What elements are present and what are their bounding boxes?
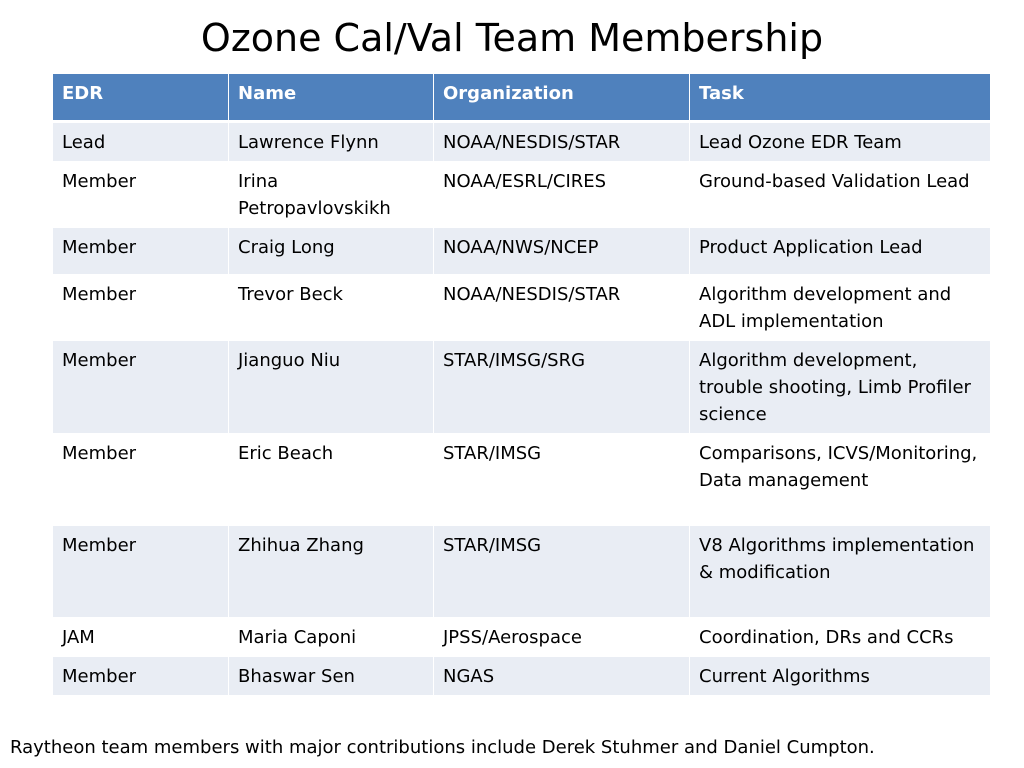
cell-edr: Member — [53, 526, 229, 618]
cell-name: Bhaswar Sen — [229, 657, 434, 696]
cell-task: Comparisons, ICVS/Monitoring, Data management — [690, 434, 991, 526]
table-row — [53, 526, 991, 618]
cell-organization: NOAA/NESDIS/STAR — [434, 122, 690, 162]
column-header-task: Task — [690, 74, 991, 122]
cell-edr: Lead — [53, 122, 229, 162]
cell-organization: NOAA/NESDIS/STAR — [434, 275, 690, 341]
table-row — [53, 228, 991, 275]
footnote: Raytheon team members with major contributions include Derek Stuhmer and Daniel Cumpton. — [10, 737, 875, 758]
page-title: Ozone Cal/Val Team Membership — [200, 16, 824, 60]
cell-task: Lead Ozone EDR Team — [690, 122, 991, 162]
cell-organization: NGAS — [434, 657, 690, 696]
cell-edr: Member — [53, 275, 229, 341]
table-row — [53, 618, 991, 657]
cell-name: Eric Beach — [229, 434, 434, 526]
cell-edr: Member — [53, 228, 229, 275]
table-row — [53, 275, 991, 341]
cell-organization: NOAA/ESRL/CIRES — [434, 162, 690, 228]
cell-organization: STAR/IMSG — [434, 526, 690, 618]
cell-task: Algorithm development and ADL implementation — [690, 275, 991, 341]
cell-task: Algorithm development, trouble shooting, Limb Profiler science — [690, 341, 991, 434]
cell-organization: NOAA/NWS/NCEP — [434, 228, 690, 275]
column-header-name: Name — [229, 74, 434, 122]
column-header-edr: EDR — [53, 74, 229, 122]
column-header-organization: Organization — [434, 74, 690, 122]
cell-name: Maria Caponi — [229, 618, 434, 657]
cell-edr: Member — [53, 657, 229, 696]
cell-edr: JAM — [53, 618, 229, 657]
cell-name: Zhihua Zhang — [229, 526, 434, 618]
cell-edr: Member — [53, 434, 229, 526]
cell-task: Current Algorithms — [690, 657, 991, 696]
cell-task: Coordination, DRs and CCRs — [690, 618, 991, 657]
cell-task: Product Application Lead — [690, 228, 991, 275]
table-row — [53, 657, 991, 696]
cell-edr: Member — [53, 162, 229, 228]
membership-table — [52, 73, 991, 696]
table-row — [53, 341, 991, 434]
cell-organization: JPSS/Aerospace — [434, 618, 690, 657]
cell-edr: Member — [53, 341, 229, 434]
cell-name: Irina Petropavlovskikh — [229, 162, 434, 228]
cell-organization: STAR/IMSG/SRG — [434, 341, 690, 434]
table-row — [53, 434, 991, 526]
cell-organization: STAR/IMSG — [434, 434, 690, 526]
table-header-row — [53, 74, 991, 122]
cell-name: Lawrence Flynn — [229, 122, 434, 162]
cell-name: Jianguo Niu — [229, 341, 434, 434]
table-row — [53, 162, 991, 228]
cell-name: Craig Long — [229, 228, 434, 275]
cell-name: Trevor Beck — [229, 275, 434, 341]
cell-task: Ground-based Validation Lead — [690, 162, 991, 228]
cell-task: V8 Algorithms implementation & modification — [690, 526, 991, 618]
table-row — [53, 122, 991, 162]
